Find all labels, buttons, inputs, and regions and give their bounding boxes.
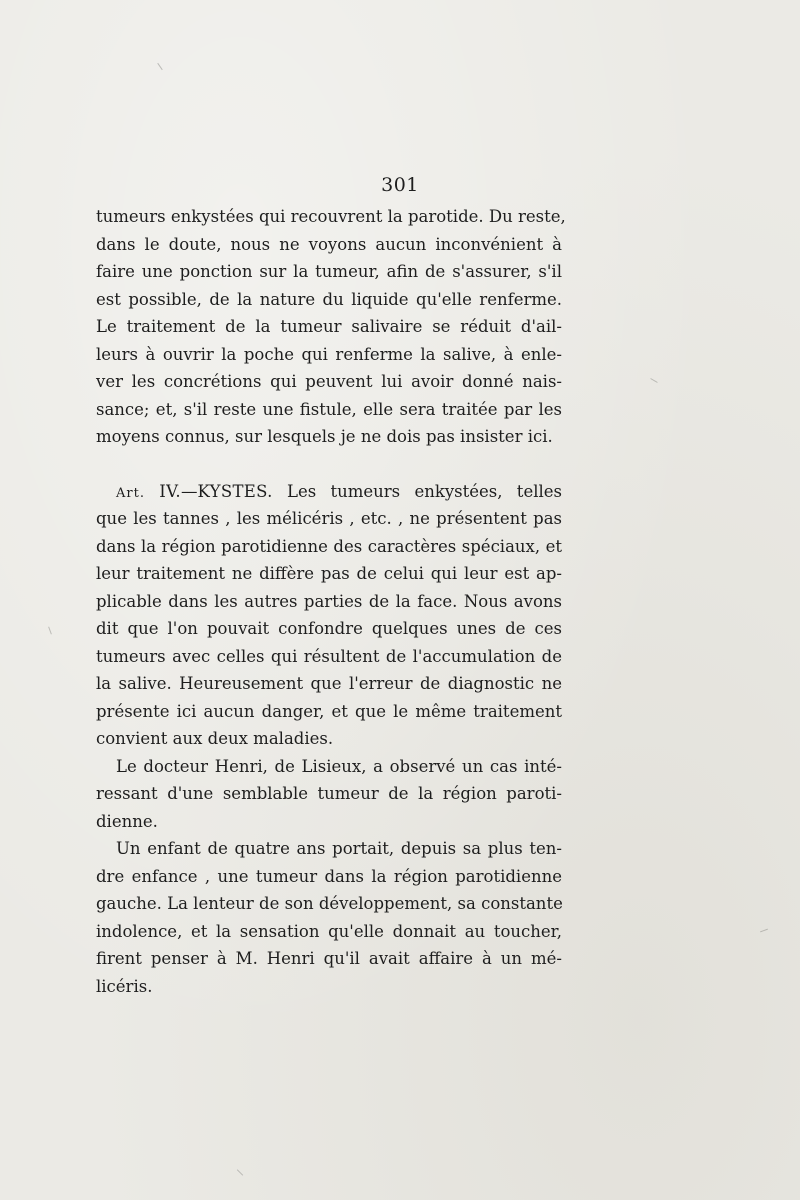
text-line: dienne.: [96, 811, 158, 831]
text-line: Le docteur Henri, de Lisieux, a observé un cas inté-: [116, 756, 562, 776]
text-line: plicable dans les autres parties de la face. Nous avons: [96, 591, 562, 611]
text-line: leurs à ouvrir la poche qui renferme la salive, à enle-: [96, 344, 562, 364]
text-line: est possible, de la nature du liquide qu'elle renferme.: [96, 289, 562, 309]
text-line: leur traitement ne diffère pas de celui qui leur est ap-: [96, 564, 562, 583]
text-line: dans le doute, nous ne voyons aucun inconvénient à: [96, 234, 562, 254]
text-line: sance; et, s'il reste une fistule, elle sera traitée par les: [96, 399, 562, 419]
text-line: ressant d'une semblable tumeur de la région paroti-: [96, 784, 562, 803]
article-number: IV.: [159, 481, 181, 501]
text-line: indolence, et la sensation qu'elle donnait au toucher,: [96, 921, 562, 941]
paragraph-4: [96, 835, 562, 1000]
text-line: convient aux deux maladies.: [96, 729, 334, 748]
article-first-line-text: Les tumeurs enkystées, telles: [287, 481, 562, 501]
article-dash: —: [180, 481, 198, 501]
text-line: tumeurs avec celles qui résultent de l'accumulation de: [96, 646, 562, 666]
text-line: présente ici aucun danger, et que le même traitement: [96, 701, 562, 721]
article-title: KYSTES.: [197, 481, 273, 501]
article-section: [96, 478, 562, 753]
text-line: gauche. La lenteur de son développement, sa constante: [96, 894, 563, 913]
paper-speck: [760, 929, 768, 933]
text-line: licéris.: [96, 976, 153, 996]
paper-speck: [650, 378, 657, 383]
paper-speck: [157, 63, 162, 70]
text-line: firent penser à M. Henri qu'il avait affaire à un mé-: [96, 949, 562, 968]
article-heading-line: [96, 478, 562, 506]
text-line: Un enfant de quatre ans portait, depuis sa plus ten-: [116, 839, 562, 858]
paper-speck: [48, 627, 52, 635]
text-line: faire une ponction sur la tumeur, afin de s'assurer, s'il: [96, 262, 562, 281]
paragraph-3: [96, 753, 562, 836]
text-line: dans la région parotidienne des caractères spéciaux, et: [96, 536, 562, 556]
text-line: tumeurs enkystées qui recouvrent la parotide. Du reste,: [96, 207, 566, 226]
text-line: ver les concrétions qui peuvent lui avoir donné nais-: [96, 372, 562, 391]
paragraph-gap: [96, 451, 562, 478]
text-line: Le traitement de la tumeur salivaire se réduit d'ail-: [96, 317, 562, 336]
paper-speck: [237, 1169, 243, 1175]
text-line: dre enfance , une tumeur dans la région parotidienne: [96, 866, 562, 886]
page-number: 301: [381, 174, 419, 196]
text-line: moyens connus, sur lesquels je ne dois pas insister ici.: [96, 427, 553, 446]
text-line: dit que l'on pouvait confondre quelques unes de ces: [96, 619, 562, 638]
article-label: Art.: [116, 485, 145, 501]
body-text: [96, 203, 566, 1000]
text-line: que les tannes , les mélicéris , etc. , ne présentent pas: [96, 509, 562, 528]
paragraph-1: [96, 203, 566, 451]
text-line: la salive. Heureusement que l'erreur de diagnostic ne: [96, 674, 562, 693]
